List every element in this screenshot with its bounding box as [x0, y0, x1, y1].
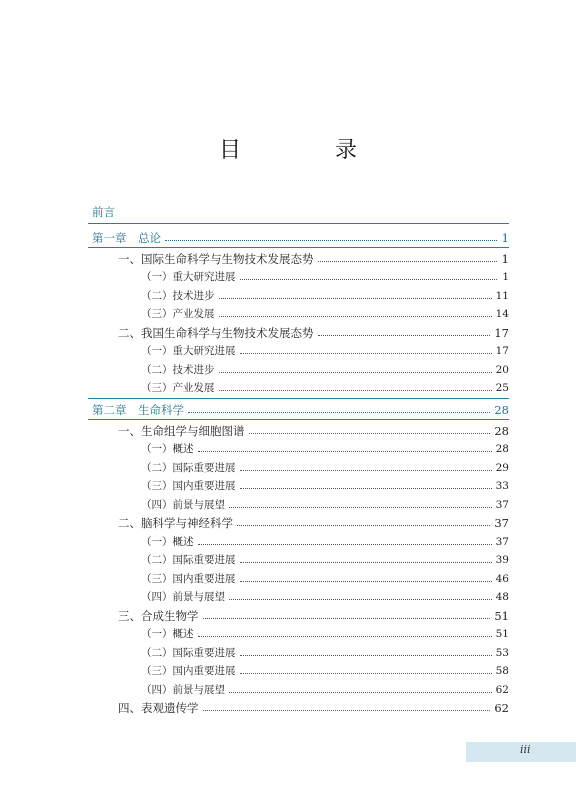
- toc-page-number: 1: [501, 231, 509, 245]
- toc-label: 三、合成生物学: [118, 609, 199, 623]
- toc-entry-section[interactable]: [118, 699, 509, 717]
- toc-entry-preface[interactable]: [92, 203, 509, 221]
- toc-entry-subsection[interactable]: [141, 440, 509, 458]
- toc-entry-subsection[interactable]: [141, 287, 509, 305]
- dot-leader: [240, 279, 498, 280]
- toc-label: （一）重大研究进展: [141, 271, 236, 283]
- dot-leader: [240, 470, 492, 471]
- dot-leader: [237, 525, 490, 526]
- toc-label: 第二章 生命科学: [92, 403, 184, 417]
- dot-leader: [203, 710, 491, 711]
- toc-page-number: 53: [495, 647, 509, 659]
- toc-page-number: 1: [501, 252, 509, 266]
- footer-page-number: iii: [520, 743, 531, 756]
- toc-page-number: 25: [495, 382, 509, 394]
- dot-leader: [219, 298, 492, 299]
- toc-entry-chapter-1[interactable]: [92, 229, 509, 247]
- dot-leader: [219, 390, 492, 391]
- toc-entry-section[interactable]: [118, 422, 509, 440]
- toc-page-number: 62: [494, 701, 509, 715]
- toc-entry-subsection[interactable]: [141, 681, 509, 699]
- dot-leader: [318, 261, 498, 262]
- dot-leader: [229, 692, 492, 693]
- toc-label: （二）国际重要进展: [141, 647, 236, 659]
- toc-entry-subsection[interactable]: [141, 644, 509, 662]
- toc-page-number: 1: [502, 271, 509, 283]
- toc-page-number: 17: [495, 345, 509, 357]
- divider: [88, 398, 509, 399]
- dot-leader: [198, 636, 492, 637]
- toc-page-number: 17: [494, 326, 509, 340]
- toc-label: （三）国内重要进展: [141, 480, 236, 492]
- toc-entry-subsection[interactable]: [141, 361, 509, 379]
- toc-label: （一）概述: [141, 536, 194, 548]
- toc-page-number: 28: [495, 443, 509, 455]
- toc-label: 二、我国生命科学与生物技术发展态势: [118, 326, 314, 340]
- toc-entry-subsection[interactable]: [141, 533, 509, 551]
- toc-label: （二）技术进步: [141, 364, 215, 376]
- toc-label: 一、生命组学与细胞图谱: [118, 424, 245, 438]
- toc-page-number: 28: [494, 424, 509, 438]
- toc-page-number: 37: [495, 536, 509, 548]
- toc-entry-section[interactable]: [118, 250, 509, 268]
- dot-leader: [198, 544, 492, 545]
- divider: [88, 247, 509, 248]
- dot-leader: [240, 562, 492, 563]
- dot-leader: [219, 372, 492, 373]
- toc-entry-subsection[interactable]: [141, 305, 509, 323]
- toc-label: 第一章 总论: [92, 231, 161, 245]
- toc-label: （四）前景与展望: [141, 499, 225, 511]
- toc-label: 四、表观遗传学: [118, 701, 199, 715]
- toc-label: （一）概述: [141, 628, 194, 640]
- toc-entry-subsection[interactable]: [141, 662, 509, 680]
- dot-leader: [229, 507, 492, 508]
- dot-leader: [318, 335, 491, 336]
- toc-label: （三）产业发展: [141, 382, 215, 394]
- toc-label: （一）重大研究进展: [141, 345, 236, 357]
- dot-leader: [240, 673, 492, 674]
- toc-page-number: 33: [495, 480, 509, 492]
- toc-entry-subsection[interactable]: [141, 342, 509, 360]
- toc-entry-subsection[interactable]: [141, 459, 509, 477]
- toc-entry-chapter-2[interactable]: [92, 401, 509, 419]
- toc-label: （二）国际重要进展: [141, 554, 236, 566]
- toc-page-number: 48: [495, 591, 509, 603]
- toc-label: 一、国际生命科学与生物技术发展态势: [118, 252, 314, 266]
- dot-leader: [249, 433, 491, 434]
- toc-page-number: 58: [495, 665, 509, 677]
- dot-leader: [188, 412, 490, 413]
- toc-entry-subsection[interactable]: [141, 268, 509, 286]
- toc-label: 前言: [92, 205, 115, 219]
- toc-entry-subsection[interactable]: [141, 588, 509, 606]
- toc-page-number: 46: [495, 573, 509, 585]
- toc-entry-subsection[interactable]: [141, 551, 509, 569]
- dot-leader: [240, 581, 492, 582]
- dot-leader: [240, 488, 492, 489]
- dot-leader: [203, 618, 491, 619]
- toc-label: （三）国内重要进展: [141, 573, 236, 585]
- toc-entry-subsection[interactable]: [141, 570, 509, 588]
- toc-entry-subsection[interactable]: [141, 379, 509, 397]
- toc-entry-section[interactable]: [118, 607, 509, 625]
- toc-label: 二、脑科学与神经科学: [118, 516, 233, 530]
- toc-label: （一）概述: [141, 443, 194, 455]
- toc-entry-subsection[interactable]: [141, 477, 509, 495]
- toc-page-number: 51: [495, 628, 509, 640]
- toc-page-number: 14: [495, 308, 509, 320]
- toc-label: （三）产业发展: [141, 308, 215, 320]
- toc-page-number: 62: [495, 684, 509, 696]
- toc-entry-subsection[interactable]: [141, 625, 509, 643]
- toc-entry-section[interactable]: [118, 514, 509, 532]
- toc-label: （三）国内重要进展: [141, 665, 236, 677]
- dot-leader: [198, 451, 492, 452]
- toc-page-number: 28: [494, 403, 509, 417]
- dot-leader: [165, 240, 497, 241]
- toc-page-number: 20: [495, 364, 509, 376]
- toc-entry-subsection[interactable]: [141, 496, 509, 514]
- toc-entry-section[interactable]: [118, 324, 509, 342]
- toc-label: （四）前景与展望: [141, 684, 225, 696]
- toc-page-number: 39: [495, 554, 509, 566]
- toc-page-number: 37: [494, 516, 509, 530]
- divider: [88, 419, 509, 420]
- dot-leader: [240, 353, 492, 354]
- toc-label: （四）前景与展望: [141, 591, 225, 603]
- toc-page-number: 37: [495, 499, 509, 511]
- toc-label: （二）技术进步: [141, 290, 215, 302]
- divider: [88, 223, 509, 224]
- toc-page-number: 51: [494, 609, 509, 623]
- toc-page-number: 29: [495, 462, 509, 474]
- page-title: 目 录: [218, 138, 393, 163]
- dot-leader: [229, 599, 492, 600]
- toc-label: （二）国际重要进展: [141, 462, 236, 474]
- toc-page-number: 11: [495, 290, 509, 302]
- dot-leader: [240, 655, 492, 656]
- dot-leader: [219, 316, 492, 317]
